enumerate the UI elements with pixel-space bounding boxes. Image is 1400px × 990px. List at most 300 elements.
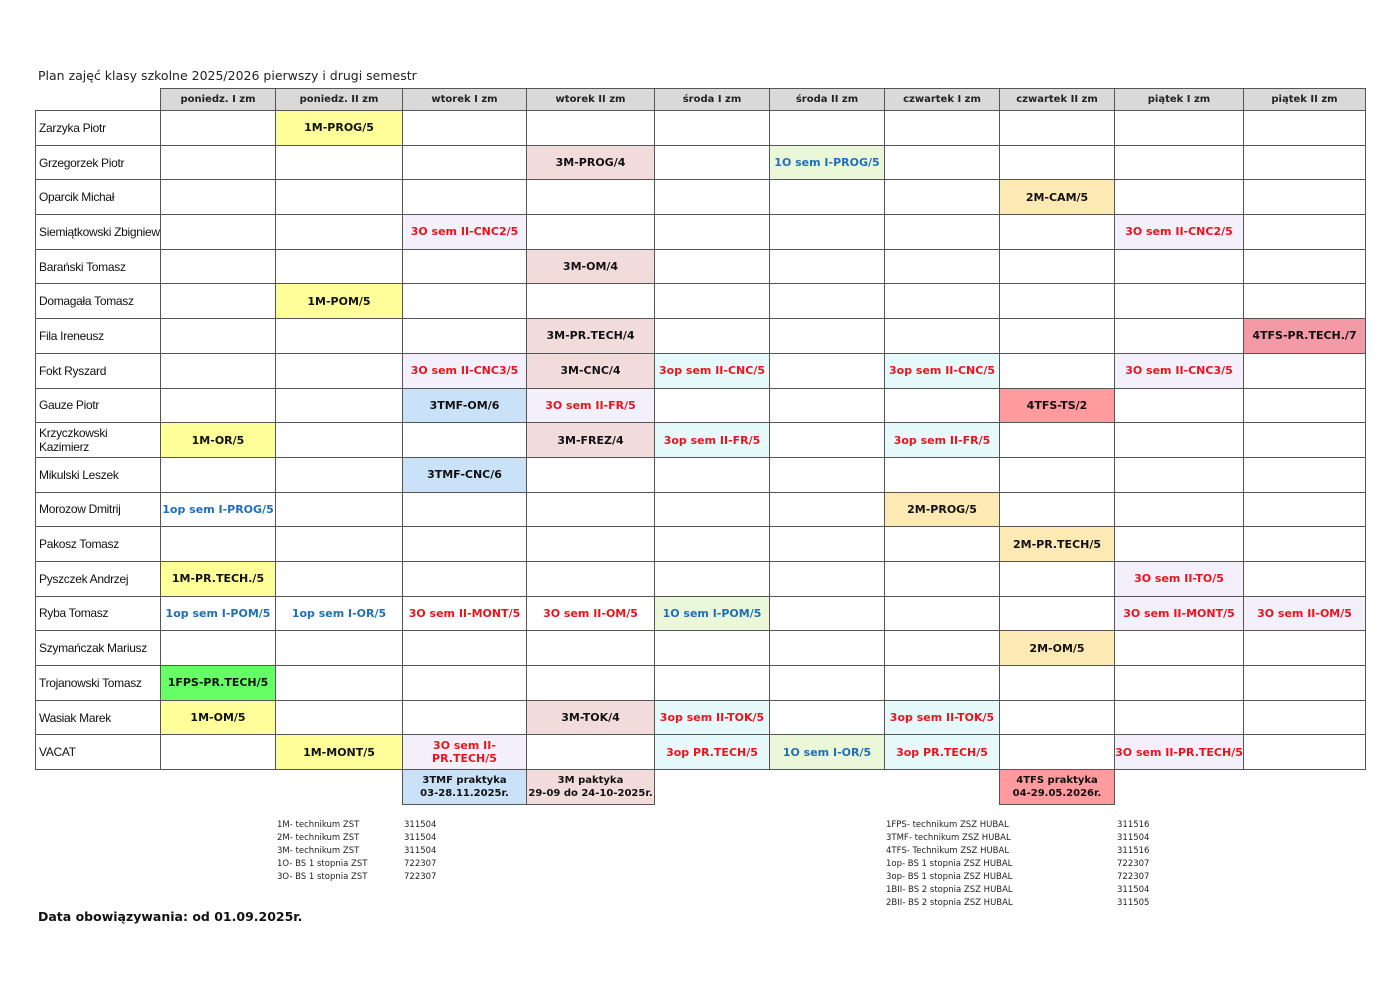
legend-item xyxy=(886,897,1149,910)
legend-left xyxy=(277,819,436,884)
empty-cell xyxy=(527,180,655,215)
teacher-row xyxy=(36,249,1366,284)
empty-cell xyxy=(161,284,276,319)
empty-cell xyxy=(655,388,770,423)
class-cell: 3TMF-CNC/6 xyxy=(403,457,527,492)
empty-cell xyxy=(161,215,276,250)
empty-cell xyxy=(1244,666,1366,701)
empty-cell xyxy=(1244,631,1366,666)
empty-cell xyxy=(655,319,770,354)
empty-cell xyxy=(276,527,403,562)
empty-cell xyxy=(770,527,885,562)
legend-code: 311504 xyxy=(404,833,437,843)
empty-cell xyxy=(1244,180,1366,215)
empty-cell xyxy=(1000,111,1115,146)
teacher-name: Krzyczkowski Kazimierz xyxy=(36,423,161,458)
day-header: piątek I zm xyxy=(1115,89,1244,111)
class-cell: 3O sem II-FR/5 xyxy=(527,388,655,423)
empty-cell xyxy=(770,457,885,492)
legend-code: 311504 xyxy=(1117,833,1150,843)
teacher-row xyxy=(36,457,1366,492)
empty-cell xyxy=(885,596,1000,631)
empty-cell xyxy=(403,527,527,562)
legend-item xyxy=(277,832,436,845)
empty-cell xyxy=(1115,631,1244,666)
empty-cell xyxy=(655,457,770,492)
practice-cell xyxy=(403,770,527,805)
practice-dates: 03-28.11.2025r. xyxy=(420,788,509,800)
header-row xyxy=(36,89,1366,111)
teacher-row xyxy=(36,319,1366,354)
empty-cell xyxy=(885,180,1000,215)
teacher-row xyxy=(36,353,1366,388)
teacher-name: Domagała Tomasz xyxy=(36,284,161,319)
day-header: czwartek I zm xyxy=(885,89,1000,111)
legend-label: 3op- BS 1 stopnia ZSZ HUBAL xyxy=(886,872,1013,882)
teacher-row xyxy=(36,631,1366,666)
empty-cell xyxy=(403,111,527,146)
teacher-row xyxy=(36,284,1366,319)
teacher-name: Oparcik Michał xyxy=(36,180,161,215)
empty-cell xyxy=(885,666,1000,701)
empty-cell xyxy=(1244,527,1366,562)
day-header: poniedz. II zm xyxy=(276,89,403,111)
empty-cell xyxy=(403,666,527,701)
empty-cell xyxy=(770,561,885,596)
class-cell: 1op sem I-PROG/5 xyxy=(161,492,276,527)
empty-cell xyxy=(885,631,1000,666)
legend-label: 3TMF- technikum ZSZ HUBAL xyxy=(886,833,1011,843)
legend-code: 311504 xyxy=(404,820,437,830)
empty-cell xyxy=(161,631,276,666)
class-cell: 1M-PR.TECH./5 xyxy=(161,561,276,596)
legend-label: 2M- technikum ZST xyxy=(277,833,360,843)
empty-cell xyxy=(276,666,403,701)
legend-label: 3O- BS 1 stopnia ZST xyxy=(277,872,368,882)
class-cell: 3op sem II-FR/5 xyxy=(655,423,770,458)
teacher-row xyxy=(36,561,1366,596)
empty-cell xyxy=(527,284,655,319)
empty-cell xyxy=(1244,735,1366,770)
empty-cell xyxy=(770,180,885,215)
class-cell: 3TMF-OM/6 xyxy=(403,388,527,423)
day-header: środa II zm xyxy=(770,89,885,111)
class-cell: 3O sem II-OM/5 xyxy=(527,596,655,631)
empty-cell xyxy=(1244,561,1366,596)
legend-label: 1M- technikum ZST xyxy=(277,820,360,830)
practice-dates: 04-29.05.2026r. xyxy=(1012,788,1102,800)
class-cell: 3op PR.TECH/5 xyxy=(885,735,1000,770)
empty-cell xyxy=(770,284,885,319)
empty-cell xyxy=(1244,492,1366,527)
empty-cell xyxy=(885,249,1000,284)
empty-cell xyxy=(403,145,527,180)
legend-code: 722307 xyxy=(404,872,437,882)
practice-row xyxy=(36,770,1366,805)
empty-cell xyxy=(161,457,276,492)
class-cell: 4TFS-TS/2 xyxy=(1000,388,1115,423)
class-cell: 3O sem II-CNC3/5 xyxy=(403,353,527,388)
legend-item xyxy=(886,832,1149,845)
corner-cell xyxy=(36,89,161,111)
practice-title: 4TFS praktyka xyxy=(1016,775,1098,787)
teacher-row xyxy=(36,492,1366,527)
legend-right xyxy=(886,819,1149,910)
empty-cell xyxy=(655,631,770,666)
empty-cell xyxy=(885,284,1000,319)
empty-cell xyxy=(770,596,885,631)
empty-cell xyxy=(403,249,527,284)
class-cell: 3O sem II-TO/5 xyxy=(1115,561,1244,596)
class-cell: 2M-CAM/5 xyxy=(1000,180,1115,215)
empty-cell xyxy=(1000,353,1115,388)
empty-cell xyxy=(655,666,770,701)
legend-label: 4TFS- Technikum ZSZ HUBAL xyxy=(886,846,1010,856)
empty-cell xyxy=(770,215,885,250)
empty-cell xyxy=(161,527,276,562)
teacher-row xyxy=(36,527,1366,562)
teacher-name: Barański Tomasz xyxy=(36,249,161,284)
empty-cell xyxy=(527,111,655,146)
empty-cell xyxy=(276,353,403,388)
class-cell: 3O sem II-MONT/5 xyxy=(403,596,527,631)
class-cell: 3O sem II-CNC3/5 xyxy=(1115,353,1244,388)
empty-cell xyxy=(276,145,403,180)
empty-cell xyxy=(1115,111,1244,146)
teacher-name: Fokt Ryszard xyxy=(36,353,161,388)
empty-cell xyxy=(276,631,403,666)
empty-cell xyxy=(885,457,1000,492)
empty-cell xyxy=(885,388,1000,423)
empty-cell xyxy=(1000,666,1115,701)
empty-cell xyxy=(770,700,885,735)
empty-cell xyxy=(1115,700,1244,735)
empty-cell xyxy=(1244,457,1366,492)
empty-cell xyxy=(770,423,885,458)
class-cell: 3M-CNC/4 xyxy=(527,353,655,388)
teacher-row xyxy=(36,423,1366,458)
teacher-name: Pakosz Tomasz xyxy=(36,527,161,562)
day-header: piątek II zm xyxy=(1244,89,1366,111)
legend-label: 1O- BS 1 stopnia ZST xyxy=(277,859,368,869)
empty-cell xyxy=(527,735,655,770)
empty-cell xyxy=(1115,284,1244,319)
empty-cell xyxy=(1115,319,1244,354)
legend-label: 1FPS- technikum ZSZ HUBAL xyxy=(886,820,1009,830)
empty-cell xyxy=(655,249,770,284)
empty-cell xyxy=(403,561,527,596)
empty-cell xyxy=(527,666,655,701)
legend-code: 311516 xyxy=(1117,820,1150,830)
empty-cell xyxy=(403,492,527,527)
empty-cell xyxy=(770,249,885,284)
class-cell: 1O sem I-OR/5 xyxy=(770,735,885,770)
empty-cell xyxy=(161,145,276,180)
class-cell: 2M-PROG/5 xyxy=(885,492,1000,527)
empty-cell xyxy=(1244,388,1366,423)
empty-cell xyxy=(276,249,403,284)
empty-cell xyxy=(1000,735,1115,770)
empty-cell xyxy=(1115,666,1244,701)
legend-label: 1op- BS 1 stopnia ZSZ HUBAL xyxy=(886,859,1013,869)
teacher-name: Morozow Dmitrij xyxy=(36,492,161,527)
class-cell: 3op sem II-CNC/5 xyxy=(655,353,770,388)
empty-cell xyxy=(1115,527,1244,562)
teacher-name: Fila Ireneusz xyxy=(36,319,161,354)
class-cell: 3op PR.TECH/5 xyxy=(655,735,770,770)
legend-code: 311504 xyxy=(404,846,437,856)
empty-cell xyxy=(161,388,276,423)
class-cell: 3op sem II-TOK/5 xyxy=(885,700,1000,735)
empty-cell xyxy=(655,561,770,596)
empty-cell xyxy=(161,353,276,388)
teacher-name: Zarzyka Piotr xyxy=(36,111,161,146)
empty-cell xyxy=(1115,249,1244,284)
class-cell: 3M-PROG/4 xyxy=(527,145,655,180)
empty-cell xyxy=(770,631,885,666)
legend-item xyxy=(277,871,436,884)
teacher-name: Pyszczek Andrzej xyxy=(36,561,161,596)
class-cell: 3M-OM/4 xyxy=(527,249,655,284)
class-cell: 1FPS-PR.TECH/5 xyxy=(161,666,276,701)
empty-cell xyxy=(276,319,403,354)
day-header: wtorek I zm xyxy=(403,89,527,111)
empty-cell xyxy=(276,423,403,458)
empty-cell xyxy=(770,666,885,701)
legend-code: 722307 xyxy=(1117,859,1150,869)
practice-title: 3TMF praktyka xyxy=(422,775,507,787)
empty-cell xyxy=(1244,353,1366,388)
empty-cell xyxy=(655,180,770,215)
empty-cell xyxy=(885,111,1000,146)
empty-cell xyxy=(770,353,885,388)
legend-code: 722307 xyxy=(1117,872,1150,882)
empty-cell xyxy=(655,145,770,180)
empty-cell xyxy=(885,145,1000,180)
legend-item xyxy=(277,819,436,832)
legend-code: 311516 xyxy=(1117,846,1150,856)
legend-code: 311505 xyxy=(1117,898,1150,908)
teacher-name: Wasiak Marek xyxy=(36,700,161,735)
empty-cell xyxy=(655,527,770,562)
legend-code: 311504 xyxy=(1117,885,1150,895)
legend-label: 3M- technikum ZST xyxy=(277,846,360,856)
empty-cell xyxy=(527,527,655,562)
empty-cell xyxy=(885,319,1000,354)
empty-cell xyxy=(276,180,403,215)
legend-label: 1BII- BS 2 stopnia ZSZ HUBAL xyxy=(886,885,1013,895)
empty-cell xyxy=(1000,700,1115,735)
empty-cell xyxy=(276,700,403,735)
validity-date: Data obowiązywania: od 01.09.2025r. xyxy=(38,909,303,924)
empty-cell xyxy=(276,561,403,596)
class-cell: 1M-POM/5 xyxy=(276,284,403,319)
empty-cell xyxy=(770,388,885,423)
practice-title: 3M paktyka xyxy=(557,775,624,787)
class-cell: 3M-TOK/4 xyxy=(527,700,655,735)
empty-cell xyxy=(403,700,527,735)
empty-cell xyxy=(1115,180,1244,215)
empty-cell xyxy=(655,492,770,527)
empty-cell xyxy=(885,215,1000,250)
empty-cell xyxy=(1244,111,1366,146)
class-cell: 2M-OM/5 xyxy=(1000,631,1115,666)
teacher-name: Siemiątkowski Zbigniew xyxy=(36,215,161,250)
empty-cell xyxy=(770,319,885,354)
empty-cell xyxy=(770,770,885,805)
empty-cell xyxy=(527,492,655,527)
legend-label: 2BII- BS 2 stopnia ZSZ HUBAL xyxy=(886,898,1013,908)
legend-item xyxy=(277,858,436,871)
teacher-row xyxy=(36,388,1366,423)
empty-cell xyxy=(1000,423,1115,458)
empty-cell xyxy=(1000,319,1115,354)
legend-item xyxy=(886,845,1149,858)
class-cell: 3M-PR.TECH/4 xyxy=(527,319,655,354)
empty-cell xyxy=(1244,249,1366,284)
empty-cell xyxy=(1000,457,1115,492)
empty-cell xyxy=(403,180,527,215)
teacher-row xyxy=(36,111,1366,146)
practice-cell xyxy=(527,770,655,805)
class-cell: 1M-OR/5 xyxy=(161,423,276,458)
empty-cell xyxy=(161,111,276,146)
empty-cell xyxy=(403,631,527,666)
empty-cell xyxy=(770,492,885,527)
empty-cell xyxy=(655,111,770,146)
empty-cell xyxy=(1115,457,1244,492)
teacher-name: Grzegorzek Piotr xyxy=(36,145,161,180)
empty-cell xyxy=(527,561,655,596)
empty-cell xyxy=(403,423,527,458)
teacher-row xyxy=(36,596,1366,631)
empty-cell xyxy=(1115,423,1244,458)
empty-cell xyxy=(655,284,770,319)
class-cell: 3op sem II-TOK/5 xyxy=(655,700,770,735)
class-cell: 3M-FREZ/4 xyxy=(527,423,655,458)
class-cell: 3O sem II-OM/5 xyxy=(1244,596,1366,631)
class-cell: 1op sem I-POM/5 xyxy=(161,596,276,631)
empty-cell xyxy=(161,735,276,770)
class-cell: 3O sem II-CNC2/5 xyxy=(403,215,527,250)
empty-cell xyxy=(770,111,885,146)
teacher-row xyxy=(36,145,1366,180)
empty-cell xyxy=(276,388,403,423)
class-cell: 3op sem II-CNC/5 xyxy=(885,353,1000,388)
empty-cell xyxy=(1000,145,1115,180)
empty-cell xyxy=(1244,284,1366,319)
teacher-row xyxy=(36,700,1366,735)
legend-code: 722307 xyxy=(404,859,437,869)
empty-cell xyxy=(1244,423,1366,458)
teacher-row xyxy=(36,666,1366,701)
class-cell: 4TFS-PR.TECH./7 xyxy=(1244,319,1366,354)
empty-cell xyxy=(403,284,527,319)
empty-cell xyxy=(1115,145,1244,180)
class-cell: 1M-OM/5 xyxy=(161,700,276,735)
day-header: wtorek II zm xyxy=(527,89,655,111)
empty-cell xyxy=(527,457,655,492)
practice-cell xyxy=(1000,770,1115,805)
schedule-table xyxy=(35,88,1366,805)
teacher-name: Mikulski Leszek xyxy=(36,457,161,492)
empty-cell xyxy=(1000,492,1115,527)
empty-cell xyxy=(1000,249,1115,284)
empty-cell xyxy=(1115,770,1244,805)
class-cell: 1op sem I-OR/5 xyxy=(276,596,403,631)
legend-item xyxy=(886,884,1149,897)
teacher-name: Szymańczak Mariusz xyxy=(36,631,161,666)
day-header: środa I zm xyxy=(655,89,770,111)
class-cell: 1O sem I-PROG/5 xyxy=(770,145,885,180)
empty-cell xyxy=(403,319,527,354)
empty-cell xyxy=(885,561,1000,596)
empty-cell xyxy=(1000,215,1115,250)
teacher-name: VACAT xyxy=(36,735,161,770)
page-title: Plan zajęć klasy szkolne 2025/2026 pierwszy i drugi semestr xyxy=(38,68,417,83)
class-cell: 3O sem II-PR.TECH/5 xyxy=(403,735,527,770)
empty-cell xyxy=(1000,284,1115,319)
class-cell: 1O sem I-POM/5 xyxy=(655,596,770,631)
teacher-row xyxy=(36,180,1366,215)
schedule-body xyxy=(36,111,1366,805)
class-cell: 3O sem II-MONT/5 xyxy=(1115,596,1244,631)
class-cell: 3O sem II-CNC2/5 xyxy=(1115,215,1244,250)
empty-cell xyxy=(276,770,403,805)
empty-cell xyxy=(885,770,1000,805)
class-cell: 1M-PROG/5 xyxy=(276,111,403,146)
empty-cell xyxy=(655,770,770,805)
teacher-name: Gauze Piotr xyxy=(36,388,161,423)
empty-cell xyxy=(161,180,276,215)
empty-cell xyxy=(36,770,161,805)
teacher-name: Ryba Tomasz xyxy=(36,596,161,631)
legend-item xyxy=(886,858,1149,871)
practice-dates: 29-09 do 24-10-2025r. xyxy=(528,788,653,800)
empty-cell xyxy=(527,215,655,250)
empty-cell xyxy=(655,215,770,250)
day-header: poniedz. I zm xyxy=(161,89,276,111)
legend-item xyxy=(886,871,1149,884)
class-cell: 3op sem II-FR/5 xyxy=(885,423,1000,458)
legend-item xyxy=(886,819,1149,832)
empty-cell xyxy=(527,631,655,666)
teacher-name: Trojanowski Tomasz xyxy=(36,666,161,701)
teacher-row xyxy=(36,215,1366,250)
class-cell: 2M-PR.TECH/5 xyxy=(1000,527,1115,562)
empty-cell xyxy=(1244,145,1366,180)
empty-cell xyxy=(161,249,276,284)
teacher-row xyxy=(36,735,1366,770)
empty-cell xyxy=(1115,492,1244,527)
empty-cell xyxy=(1000,596,1115,631)
empty-cell xyxy=(1244,700,1366,735)
empty-cell xyxy=(276,457,403,492)
empty-cell xyxy=(1244,770,1366,805)
empty-cell xyxy=(161,319,276,354)
empty-cell xyxy=(1000,561,1115,596)
day-header: czwartek II zm xyxy=(1000,89,1115,111)
empty-cell xyxy=(161,770,276,805)
empty-cell xyxy=(276,215,403,250)
empty-cell xyxy=(885,527,1000,562)
empty-cell xyxy=(1244,215,1366,250)
class-cell: 3O sem II-PR.TECH/5 xyxy=(1115,735,1244,770)
class-cell: 1M-MONT/5 xyxy=(276,735,403,770)
empty-cell xyxy=(276,492,403,527)
empty-cell xyxy=(1115,388,1244,423)
legend-item xyxy=(277,845,436,858)
